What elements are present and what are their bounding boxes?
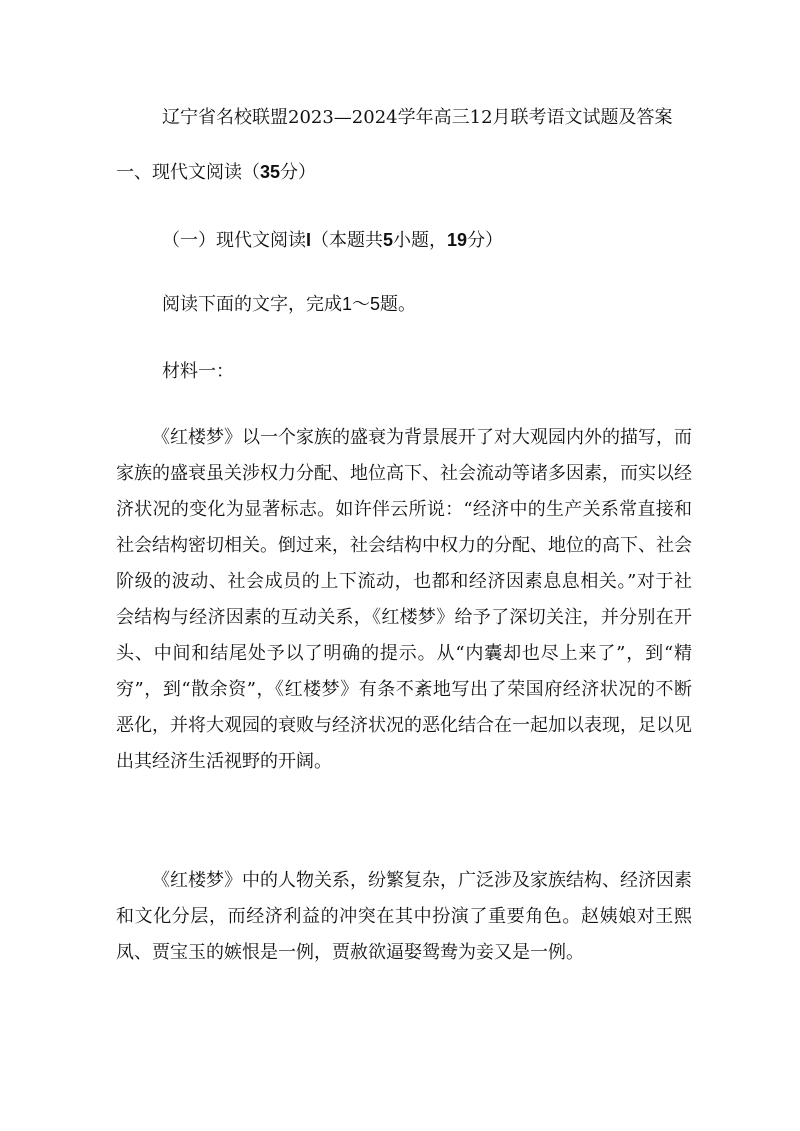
- sub-heading-mid: （本题共: [311, 230, 384, 251]
- sub-heading-count: 5: [383, 230, 394, 250]
- paragraph: 《红楼梦》以一个家族的盛衰为背景展开了对大观园内外的描写，而家族的盛衰虽关涉权力分配、地位高下、社会流动等诸多因素，而实以经济状况的变化为显著标志。如许伴云所说：“经济中的生产关系常直接和社会结构密切相关。倒过来，社会结构中权力的分配、地位的高下、社会阶级的波动、社会成员的上下流动，也都和经济因素息息相关。”对于社会结构与经济因素的互动关系，《红楼梦》给予了深切关注，并分别在开头、中间和结尾处予以了明确的提示。从“内囊却也尽上来了”，到“精穷”，到“散余资”，《红楼梦》有条不紊地写出了荣国府经济状况的不断恶化，并将大观园的衰败与经济状况的恶化结合在一起加以表现，足以见出其经济生活视野的开阔。: [116, 427, 692, 772]
- section-heading-score: 35: [260, 162, 281, 182]
- paragraph: 《红楼梦》中的人物关系，纷繁复杂，广泛涉及家族结构、经济因素和文化分层，而经济利益的冲突在其中扮演了重要角色。赵姨娘对王熙凤、贾宝玉的嫉恨是一例，贾赦欲逼娶鸳鸯为妾又是一例。: [116, 870, 692, 963]
- sub-heading-score: 19: [447, 230, 468, 250]
- section-heading-text: 一、现代文阅读（: [116, 162, 260, 183]
- material-label: 材料一：: [162, 361, 234, 382]
- instruction-range: 1～5: [342, 294, 381, 314]
- sub-heading-mid2: 小题，: [393, 230, 448, 251]
- section-heading-suffix: 分）: [280, 162, 317, 183]
- instruction: [162, 290, 416, 319]
- sub-heading-roman: I: [306, 230, 312, 250]
- sub-heading-prefix: （一）现代文阅读: [162, 230, 306, 251]
- instruction-suffix: 题。: [380, 294, 417, 315]
- sub-heading: [162, 226, 503, 255]
- sub-heading-suffix: 分）: [467, 230, 504, 251]
- instruction-prefix: 阅读下面的文字，完成: [162, 294, 342, 315]
- document-title: 辽宁省名校联盟2023—2024学年高三12月联考语文试题及答案: [162, 107, 673, 128]
- section-heading: [116, 158, 316, 187]
